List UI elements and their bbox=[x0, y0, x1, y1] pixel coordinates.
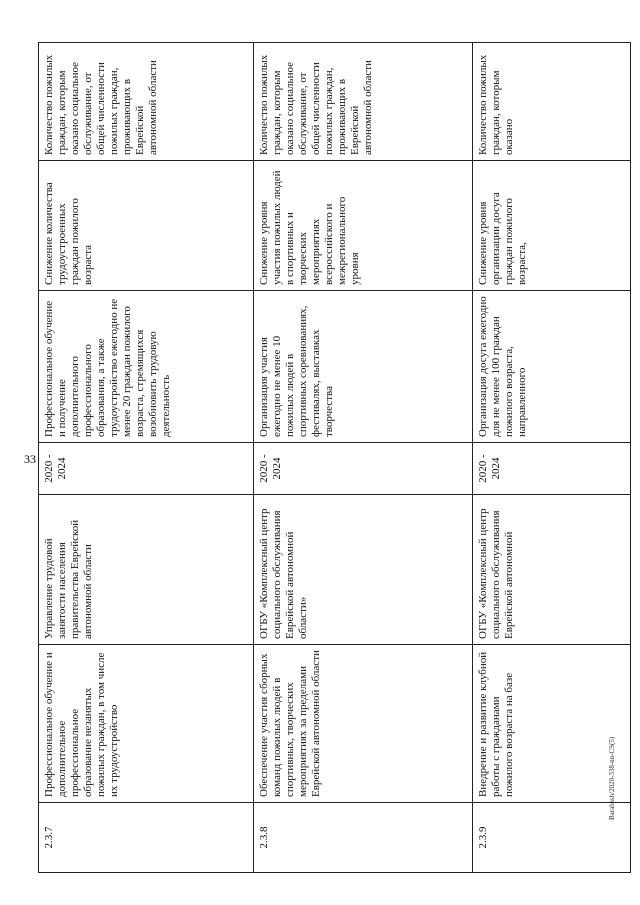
result-cell: Организация участия ежегодно не менее 10 пожилых людей в спортивных соревнованиях, фестивалях, выставках творчества bbox=[254, 291, 473, 443]
measures-table bbox=[38, 42, 631, 873]
document-side-mark: Barabash/2020-338-nn-CS(5) bbox=[608, 736, 616, 820]
measure-cell: Профессиональное обучение и дополнительное профессиональное образование незанятых пожилых граждан, в том числе их трудоустройство bbox=[39, 645, 254, 803]
row-number: 2.3.8 bbox=[254, 803, 473, 873]
period-cell: 2020 - 2024 bbox=[254, 443, 473, 495]
table-row bbox=[254, 43, 473, 873]
measure-cell: Внедрение и развитие клубной работы с гражданами пожилого возраста на базе bbox=[473, 645, 631, 803]
result-cell: Профессиональное обучение и получение дополнительного профессионального образования, а также трудоустройство ежегодно не менее 20 граждан пожилого возраста, стремящихся возобновить трудовую деятельность bbox=[39, 291, 254, 443]
period-cell: 2020 - 2024 bbox=[39, 443, 254, 495]
executor-cell: Управление трудовой занятости населения правительства Еврейской автономной области bbox=[39, 495, 254, 645]
row-number: 2.3.7 bbox=[39, 803, 254, 873]
indicator-cell: Количество пожилых граждан, которым оказано bbox=[473, 43, 631, 161]
consequence-cell: Снижение уровня участия пожилых людей в спортивных и творческих мероприятиях всероссийского и межрегионального уровня bbox=[254, 161, 473, 291]
table-row bbox=[473, 43, 631, 873]
result-cell: Организация досуга ежегодно для не менее 100 граждан пожилого возраста, направленного bbox=[473, 291, 631, 443]
executor-cell: ОГБУ «Комплексный центр социального обслуживания Еврейской автономной bbox=[473, 495, 631, 645]
row-number: 2.3.9 bbox=[473, 803, 631, 873]
rotated-table-container bbox=[38, 43, 630, 873]
page-number: 33 bbox=[24, 452, 36, 466]
table-row bbox=[39, 43, 254, 873]
consequence-cell: Снижение количества трудоустроенных граждан пожилого возраста bbox=[39, 161, 254, 291]
indicator-cell: Количество пожилых граждан, которым оказано социальное обслуживание, от общей численности пожилых граждан, проживающих в Еврейской автономной области bbox=[254, 43, 473, 161]
period-cell: 2020 - 2024 bbox=[473, 443, 631, 495]
executor-cell: ОГБУ «Комплексный центр социального обслуживания Еврейской автономной области» bbox=[254, 495, 473, 645]
consequence-cell: Снижение уровня организации досуга граждан пожилого возраста, bbox=[473, 161, 631, 291]
indicator-cell: Количество пожилых граждан, которым оказано социальное обслуживание, от общей численности пожилых граждан, проживающих в Еврейской автономной области bbox=[39, 43, 254, 161]
measure-cell: Обеспечение участия сборных команд пожилых людей в спортивных, творческих мероприятиях за пределами Еврейской автономной области bbox=[254, 645, 473, 803]
